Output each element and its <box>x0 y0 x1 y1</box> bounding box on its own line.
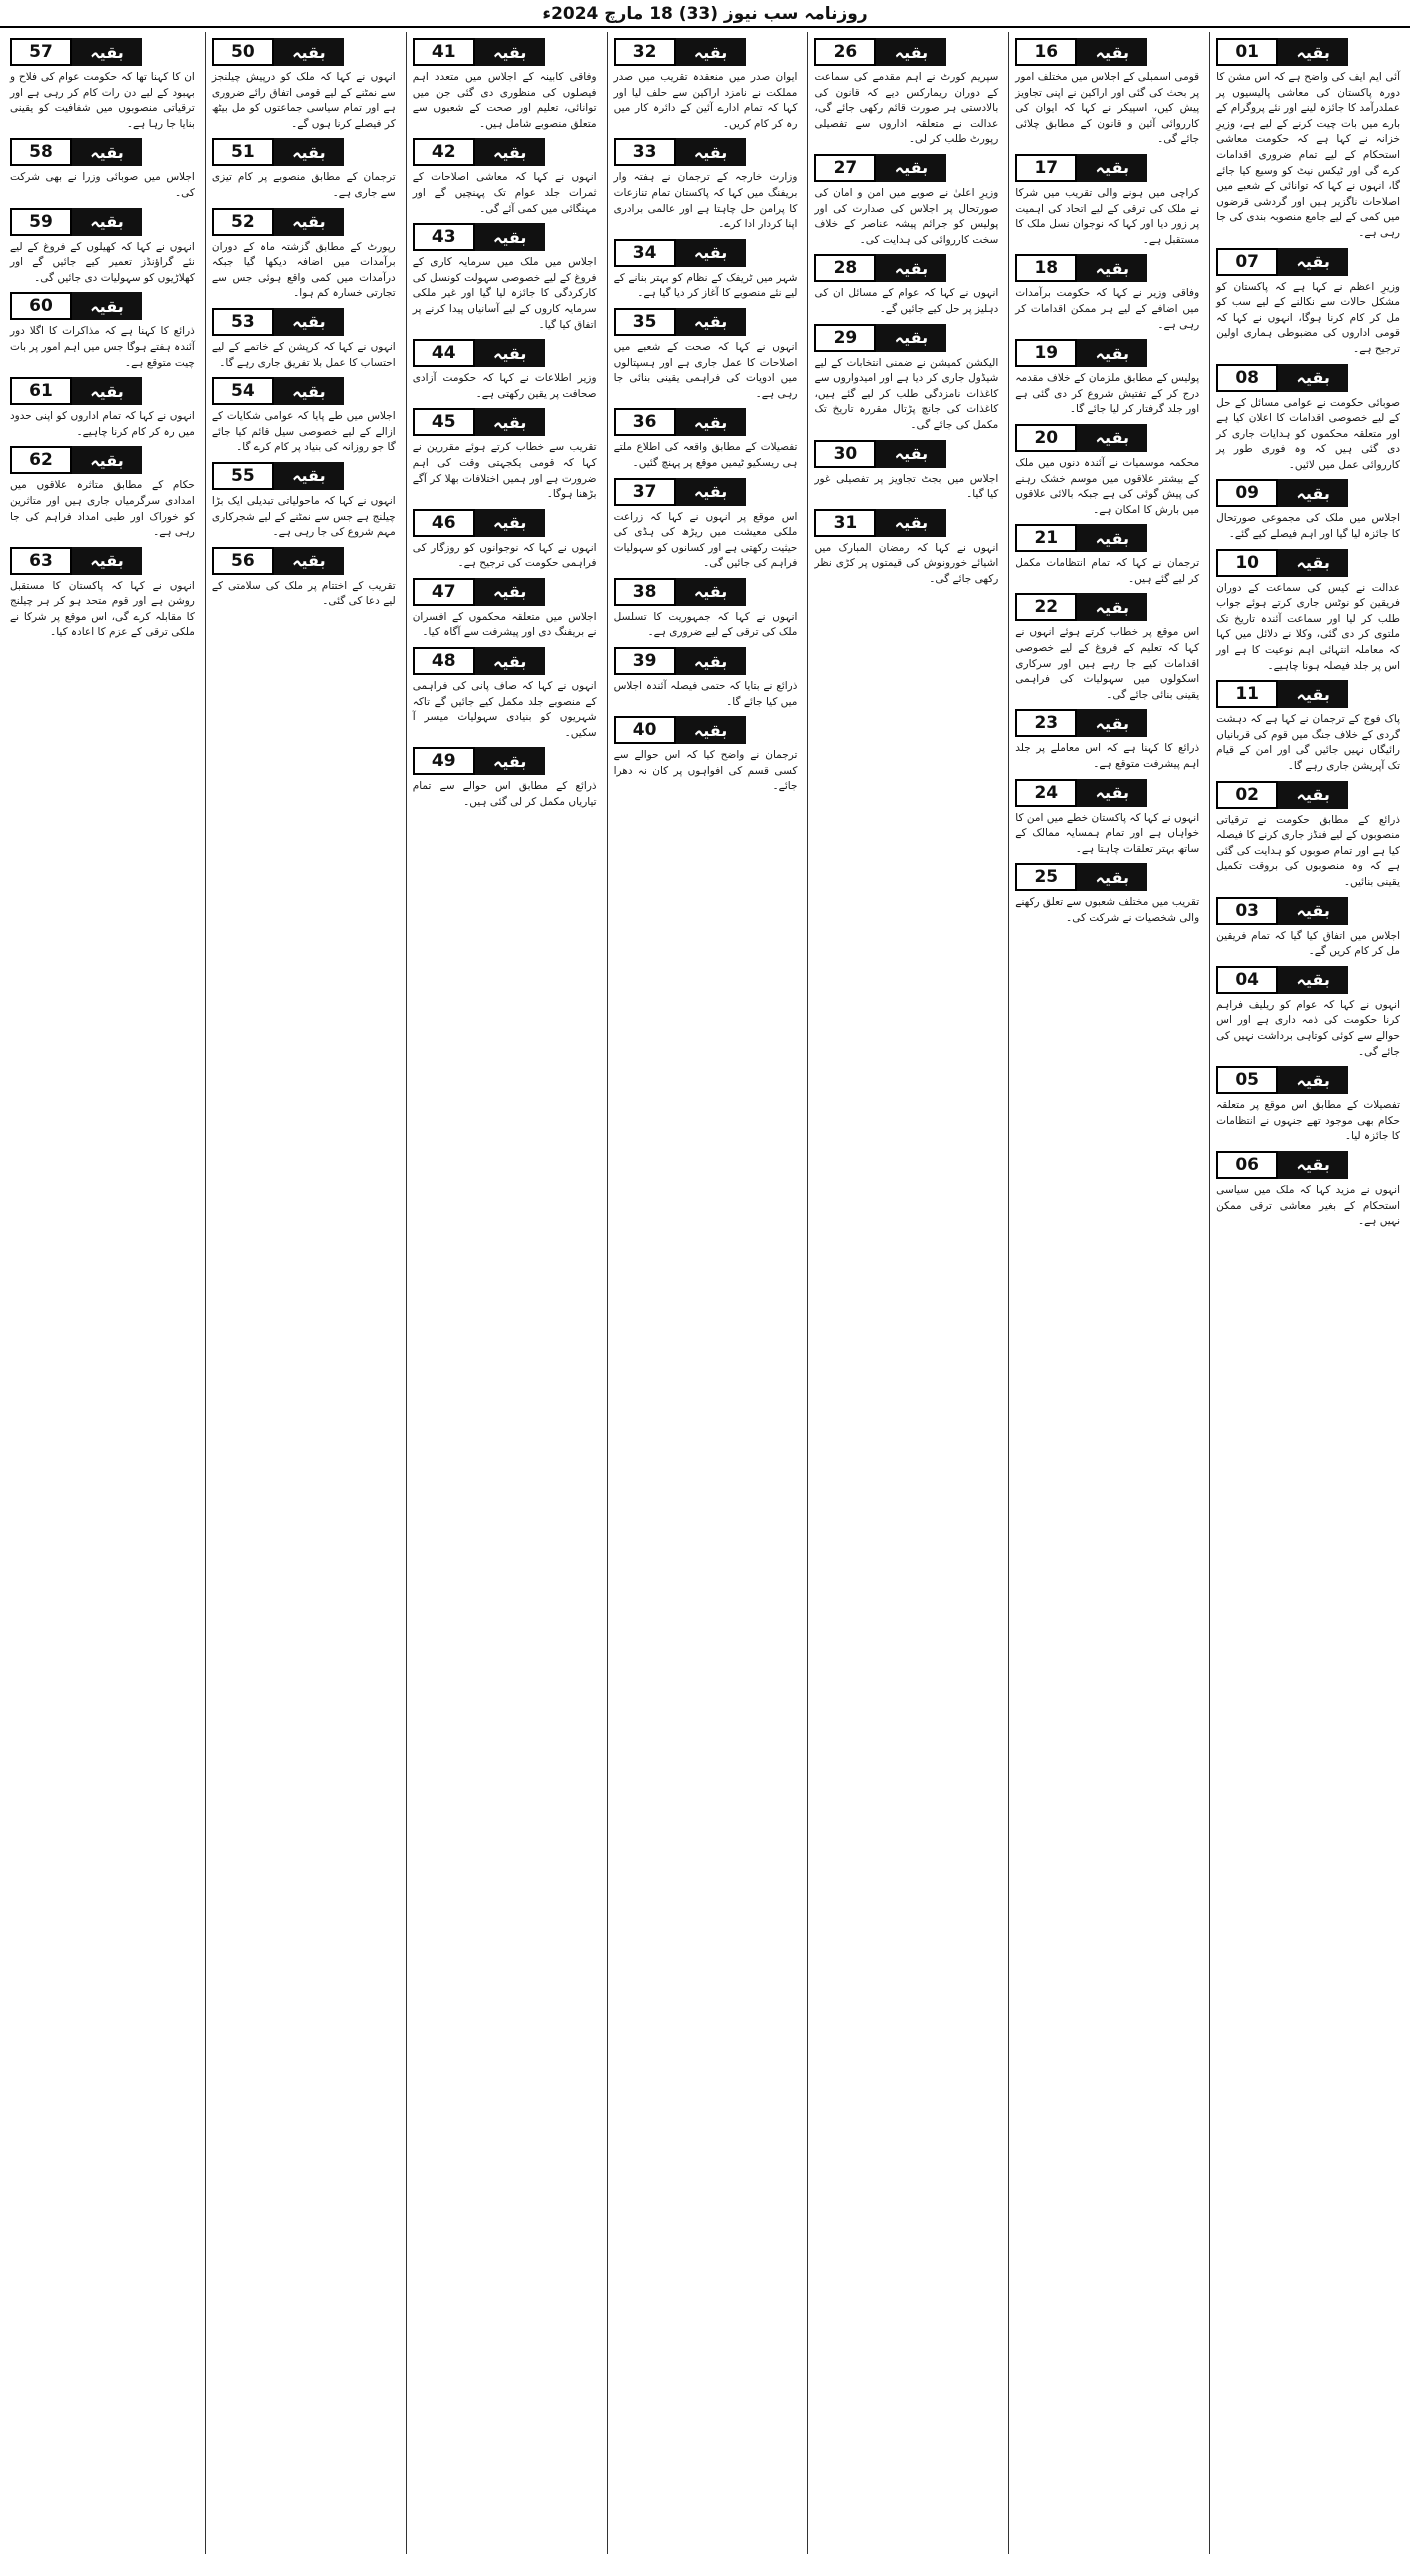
continuation-label: بقیہ <box>475 339 545 367</box>
continuation-number: 09 <box>1216 479 1278 507</box>
continuation-badge <box>614 578 798 606</box>
continuation-badge <box>1216 680 1400 708</box>
story-text: انہوں نے کہا کہ نوجوانوں کو روزگار کی فراہمی حکومت کی ترجیح ہے۔ <box>412 541 597 570</box>
continuation-label: بقیہ <box>1278 897 1348 925</box>
story-text: ذرائع کے مطابق حکومت نے ترقیاتی منصوبوں کے لیے فنڈز جاری کرنے کا فیصلہ کیا ہے اور تمام صوبوں کو ہدایت کی گئی ہے کہ وہ منصوبوں کی بروقت تکمیل یقینی بنائیں۔ <box>1216 813 1400 888</box>
continuation-badge <box>1216 549 1400 577</box>
continuation-label: بقیہ <box>676 239 746 267</box>
continuation-badge <box>10 208 195 236</box>
continuation-label: بقیہ <box>274 462 344 490</box>
story-text: کراچی میں ہونے والی تقریب میں شرکا نے ملک کی ترقی کے لیے اتحاد کی اہمیت پر زور دیا اور کہا کہ نوجوان نسل ملک کا مستقبل ہے۔ <box>1015 186 1200 246</box>
continuation-badge <box>10 547 195 575</box>
column <box>1209 32 1406 2554</box>
story-text: اس موقع پر خطاب کرتے ہوئے انہوں نے کہا کہ تعلیم کے فروغ کے لیے خصوصی اقدامات کیے جا رہے ہیں اور سرکاری اسکولوں میں سہولیات کی فراہمی یقینی بنائی جائے گی۔ <box>1015 626 1200 701</box>
story-text: وزیرِ اعلیٰ نے صوبے میں امن و امان کی صورتحال پر اجلاس کی صدارت کی اور پولیس کو جرائم پیشہ عناصر کے خلاف سخت کارروائی کی ہدایت کی۔ <box>814 186 999 246</box>
continuation-badge <box>10 38 195 66</box>
column <box>807 32 1004 2554</box>
continuation-number: 08 <box>1216 364 1278 392</box>
continuation-badge <box>10 377 195 405</box>
continuation-number: 33 <box>614 138 676 166</box>
column <box>1008 32 1205 2554</box>
continuation-number: 54 <box>212 377 274 405</box>
continuation-badge <box>614 716 798 744</box>
continuation-label: بقیہ <box>475 38 545 66</box>
continuation-number: 03 <box>1216 897 1278 925</box>
continuation-number: 36 <box>614 408 676 436</box>
continuation-number: 31 <box>814 509 876 537</box>
continuation-label: بقیہ <box>1077 863 1147 891</box>
continuation-number: 56 <box>212 547 274 575</box>
continuation-badge <box>814 509 998 537</box>
story-text: انہوں نے کہا کہ صحت کے شعبے میں اصلاحات کا عمل جاری ہے اور ہسپتالوں میں ادویات کی فراہمی یقینی بنائی جا رہی ہے۔ <box>613 340 798 400</box>
continuation-badge <box>1015 339 1199 367</box>
continuation-label: بقیہ <box>676 408 746 436</box>
continuation-label: بقیہ <box>676 578 746 606</box>
story-text: وزارت خارجہ کے ترجمان نے ہفتہ وار بریفنگ میں کہا کہ پاکستان تمام تنازعات کا پرامن حل چاہتا ہے اور عالمی برادری اپنا کردار ادا کرے۔ <box>613 171 798 231</box>
continuation-number: 58 <box>10 138 72 166</box>
story-text: وزیر اطلاعات نے کہا کہ حکومت آزادی صحافت پر یقین رکھتی ہے۔ <box>412 372 597 400</box>
continuation-number: 01 <box>1216 38 1278 66</box>
continuation-number: 44 <box>413 339 475 367</box>
continuation-badge <box>212 38 396 66</box>
continuation-label: بقیہ <box>72 547 142 575</box>
continuation-number: 34 <box>614 239 676 267</box>
continuation-label: بقیہ <box>876 38 946 66</box>
continuation-badge <box>1015 593 1199 621</box>
continuation-badge <box>1015 424 1199 452</box>
continuation-label: بقیہ <box>475 138 545 166</box>
continuation-number: 04 <box>1216 966 1278 994</box>
continuation-badge <box>1216 1151 1400 1179</box>
continuation-badge <box>1216 479 1400 507</box>
continuation-number: 10 <box>1216 549 1278 577</box>
continuation-label: بقیہ <box>1278 479 1348 507</box>
continuation-label: بقیہ <box>876 324 946 352</box>
continuation-badge <box>1216 364 1400 392</box>
continuation-number: 55 <box>212 462 274 490</box>
story-text: انہوں نے کہا کہ ماحولیاتی تبدیلی ایک بڑا چیلنج ہے جس سے نمٹنے کے لیے شجرکاری مہم شروع کی جا رہی ہے۔ <box>211 494 396 539</box>
continuation-badge <box>814 440 998 468</box>
continuation-number: 29 <box>814 324 876 352</box>
continuation-badge <box>1015 524 1199 552</box>
continuation-number: 18 <box>1015 254 1077 282</box>
continuation-badge <box>614 408 798 436</box>
story-text: اجلاس میں اتفاق کیا گیا کہ تمام فریقین مل کر کام کریں گے۔ <box>1216 929 1400 958</box>
story-text: سپریم کورٹ نے اہم مقدمے کی سماعت کے دوران ریمارکس دیے کہ قانون کی بالادستی ہر صورت قائم رکھی جائے گی، عدالت نے متعلقہ اداروں سے تفصیلی رپورٹ طلب کر لی۔ <box>814 71 999 146</box>
continuation-number: 35 <box>614 308 676 336</box>
continuation-number: 38 <box>614 578 676 606</box>
continuation-badge <box>814 154 998 182</box>
continuation-badge <box>413 38 597 66</box>
continuation-number: 05 <box>1216 1066 1278 1094</box>
continuation-badge <box>1015 38 1199 66</box>
story-text: وفاقی کابینہ کے اجلاس میں متعدد اہم فیصلوں کی منظوری دی گئی جن میں توانائی، تعلیم اور صحت کے شعبوں سے متعلق منصوبے شامل ہیں۔ <box>412 71 597 130</box>
continuation-number: 30 <box>814 440 876 468</box>
story-text: انہوں نے کہا کہ عوام کے مسائل ان کی دہلیز پر حل کیے جائیں گے۔ <box>814 287 999 315</box>
continuation-label: بقیہ <box>676 478 746 506</box>
continuation-number: 59 <box>10 208 72 236</box>
continuation-number: 17 <box>1015 154 1077 182</box>
continuation-badge <box>614 308 798 336</box>
story-text: ترجمان نے واضح کیا کہ اس حوالے سے کسی قسم کی افواہوں پر کان نہ دھرا جائے۔ <box>613 749 798 793</box>
story-text: ذرائع کا کہنا ہے کہ اس معاملے پر جلد اہم پیشرفت متوقع ہے۔ <box>1015 742 1200 771</box>
story-text: رپورٹ کے مطابق گزشتہ ماہ کے دوران برآمدات میں اضافہ دیکھا گیا جبکہ درآمدات میں کمی واقع ہوئی جس سے تجارتی خسارہ کم ہوا۔ <box>211 240 396 300</box>
continuation-label: بقیہ <box>72 446 142 474</box>
continuation-badge <box>413 747 597 775</box>
continuation-label: بقیہ <box>876 254 946 282</box>
continuation-number: 02 <box>1216 781 1278 809</box>
continuation-number: 49 <box>413 747 475 775</box>
continuation-number: 40 <box>614 716 676 744</box>
continuation-badge <box>814 254 998 282</box>
continuation-badge <box>614 647 798 675</box>
story-text: وفاقی وزیر نے کہا کہ حکومت برآمدات میں اضافے کے لیے ہر ممکن اقدامات کر رہی ہے۔ <box>1015 287 1200 331</box>
continuation-label: بقیہ <box>676 38 746 66</box>
continuation-number: 46 <box>413 509 475 537</box>
masthead <box>0 0 1410 28</box>
continuation-label: بقیہ <box>876 440 946 468</box>
continuation-number: 16 <box>1015 38 1077 66</box>
continuation-label: بقیہ <box>876 154 946 182</box>
continuation-number: 23 <box>1015 709 1077 737</box>
continuation-label: بقیہ <box>1077 154 1147 182</box>
continuation-badge <box>413 138 597 166</box>
continuation-number: 63 <box>10 547 72 575</box>
story-text: صوبائی حکومت نے عوامی مسائل کے حل کے لیے خصوصی اقدامات کا اعلان کیا ہے اور متعلقہ محکموں کو ہدایات جاری کر دی گئی ہیں کہ وہ فوری طور پر کارروائی عمل میں لائیں۔ <box>1216 396 1400 471</box>
continuation-label: بقیہ <box>72 292 142 320</box>
continuation-label: بقیہ <box>1278 549 1348 577</box>
continuation-label: بقیہ <box>1077 709 1147 737</box>
column <box>205 32 402 2554</box>
continuation-badge <box>413 647 597 675</box>
continuation-badge <box>212 547 396 575</box>
continuation-badge <box>1216 897 1400 925</box>
continuation-badge <box>10 138 195 166</box>
continuation-badge <box>1015 863 1199 891</box>
story-text: اس موقع پر انہوں نے کہا کہ زراعت ملکی معیشت میں ریڑھ کی ہڈی کی حیثیت رکھتی ہے اور کسانوں کو سہولیات فراہم کی جائیں گی۔ <box>613 510 798 570</box>
continuation-number: 37 <box>614 478 676 506</box>
continuation-number: 21 <box>1015 524 1077 552</box>
story-text: تفصیلات کے مطابق اس موقع پر متعلقہ حکام بھی موجود تھے جنہوں نے انتظامات کا جائزہ لیا۔ <box>1216 1099 1400 1143</box>
story-text: محکمہ موسمیات نے آئندہ دنوں میں ملک کے بیشتر علاقوں میں موسم خشک رہنے کی پیش گوئی کی ہے جبکہ بالائی علاقوں میں بارش کا امکان ہے۔ <box>1015 456 1200 516</box>
continuation-label: بقیہ <box>1278 38 1348 66</box>
story-text: اجلاس میں صوبائی وزرا نے بھی شرکت کی۔ <box>10 171 195 199</box>
continuation-label: بقیہ <box>1077 779 1147 807</box>
story-text: ایوان صدر میں منعقدہ تقریب میں صدر مملکت نے نامزد اراکین سے حلف لیا اور کہا کہ تمام ادارے آئین کے دائرہ کار میں رہ کر کام کریں۔ <box>613 71 798 130</box>
story-text: ذرائع نے بتایا کہ حتمی فیصلہ آئندہ اجلاس میں کیا جائے گا۔ <box>613 680 798 708</box>
continuation-label: بقیہ <box>1278 1151 1348 1179</box>
continuation-label: بقیہ <box>876 509 946 537</box>
continuation-number: 06 <box>1216 1151 1278 1179</box>
story-text: انہوں نے مزید کہا کہ ملک میں سیاسی استحکام کے بغیر معاشی ترقی ممکن نہیں ہے۔ <box>1216 1183 1400 1228</box>
continuation-number: 60 <box>10 292 72 320</box>
continuation-number: 11 <box>1216 680 1278 708</box>
continuation-badge <box>413 223 597 251</box>
continuation-badge <box>10 446 195 474</box>
continuation-label: بقیہ <box>1278 680 1348 708</box>
continuation-number: 62 <box>10 446 72 474</box>
story-text: ترجمان نے کہا کہ تمام انتظامات مکمل کر لیے گئے ہیں۔ <box>1015 557 1200 585</box>
continuation-badge <box>212 377 396 405</box>
story-text: اجلاس میں متعلقہ محکموں کے افسران نے بریفنگ دی اور پیشرفت سے آگاہ کیا۔ <box>412 610 597 639</box>
column <box>4 32 201 2554</box>
continuation-label: بقیہ <box>676 308 746 336</box>
continuation-badge <box>413 509 597 537</box>
story-text: پاک فوج کے ترجمان نے کہا ہے کہ دہشت گردی کے خلاف جنگ میں قوم کی قربانیاں رائیگاں نہیں جائیں گی اور امن کے قیام تک آپریشن جاری رہے گا۔ <box>1216 713 1400 772</box>
continuation-number: 39 <box>614 647 676 675</box>
continuation-number: 50 <box>212 38 274 66</box>
story-text: شہر میں ٹریفک کے نظام کو بہتر بنانے کے لیے نئے منصوبے کا آغاز کر دیا گیا ہے۔ <box>613 271 798 300</box>
story-text: الیکشن کمیشن نے ضمنی انتخابات کے لیے شیڈول جاری کر دیا ہے اور امیدواروں سے کاغذات نامزدگی طلب کر لیے گئے ہیں، کاغذات کی جانچ پڑتال مقررہ تاریخ تک مکمل کی جائے گی۔ <box>814 356 999 431</box>
column <box>607 32 804 2554</box>
continuation-label: بقیہ <box>1077 339 1147 367</box>
continuation-label: بقیہ <box>475 578 545 606</box>
continuation-number: 42 <box>413 138 475 166</box>
continuation-number: 32 <box>614 38 676 66</box>
continuation-badge <box>1216 781 1400 809</box>
story-text: انہوں نے کہا کہ صاف پانی کی فراہمی کے منصوبے جلد مکمل کیے جائیں گے تاکہ شہریوں کو بنیادی سہولیات میسر آ سکیں۔ <box>412 680 597 739</box>
continuation-badge <box>413 578 597 606</box>
story-text: ان کا کہنا تھا کہ حکومت عوام کی فلاح و بہبود کے لیے دن رات کام کر رہی ہے اور ترقیاتی منصوبوں میں شفافیت کو یقینی بنایا جا رہا ہے۔ <box>10 71 195 130</box>
continuation-badge <box>1015 154 1199 182</box>
continuation-label: بقیہ <box>1077 424 1147 452</box>
story-text: اجلاس میں ملک میں سرمایہ کاری کے فروغ کے لیے خصوصی سہولت کونسل کی کارکردگی کا جائزہ لیا گیا اور غیر ملکی سرمایہ کاروں کے لیے آسانیاں پیدا کرنے پر اتفاق کیا گیا۔ <box>412 256 597 331</box>
story-text: پولیس کے مطابق ملزمان کے خلاف مقدمہ درج کر کے تفتیش شروع کر دی گئی ہے اور جلد گرفتار کر لیا جائے گا۔ <box>1015 372 1200 416</box>
continuation-number: 07 <box>1216 248 1278 276</box>
story-text: انہوں نے کہا کہ تمام اداروں کو اپنی حدود میں رہ کر کام کرنا چاہیے۔ <box>10 410 195 438</box>
continuation-number: 43 <box>413 223 475 251</box>
story-text: انہوں نے کہا کہ عوام کو ریلیف فراہم کرنا حکومت کی ذمہ داری ہے اور اس حوالے سے کوئی کوتاہی برداشت نہیں کی جائے گی۔ <box>1216 998 1400 1058</box>
continuation-label: بقیہ <box>1278 248 1348 276</box>
story-text: حکام کے مطابق متاثرہ علاقوں میں امدادی سرگرمیاں جاری ہیں اور متاثرین کو خوراک اور طبی امداد فراہم کی جا رہی ہے۔ <box>10 479 195 539</box>
continuation-badge <box>614 38 798 66</box>
continuation-badge <box>10 292 195 320</box>
story-text: انہوں نے کہا کہ پاکستان کا مستقبل روشن ہے اور قوم متحد ہو کر ہر چیلنج کا مقابلہ کرے گی، اس موقع پر شرکا نے ملکی ترقی کے عزم کا اعادہ کیا۔ <box>10 579 195 639</box>
continuation-number: 27 <box>814 154 876 182</box>
continuation-label: بقیہ <box>676 716 746 744</box>
continuation-label: بقیہ <box>1278 781 1348 809</box>
story-text: اجلاس میں ملک کی مجموعی صورتحال کا جائزہ لیا گیا اور اہم فیصلے کیے گئے۔ <box>1216 512 1400 541</box>
story-text: تفصیلات کے مطابق واقعہ کی اطلاع ملتے ہی ریسکیو ٹیمیں موقع پر پہنچ گئیں۔ <box>613 441 798 469</box>
continuation-number: 22 <box>1015 593 1077 621</box>
continuation-number: 57 <box>10 38 72 66</box>
continuation-label: بقیہ <box>1077 593 1147 621</box>
continuation-badge <box>814 324 998 352</box>
continuation-label: بقیہ <box>1278 1066 1348 1094</box>
story-text: ذرائع کا کہنا ہے کہ مذاکرات کا اگلا دور آئندہ ہفتے ہوگا جس میں اہم امور پر بات چیت متوقع ہے۔ <box>10 325 195 369</box>
continuation-badge <box>1216 1066 1400 1094</box>
continuation-badge <box>814 38 998 66</box>
continuation-label: بقیہ <box>1077 38 1147 66</box>
column <box>406 32 603 2554</box>
continuation-label: بقیہ <box>274 138 344 166</box>
continuation-badge <box>614 478 798 506</box>
continuation-badge <box>212 208 396 236</box>
continuation-label: بقیہ <box>676 138 746 166</box>
continuation-label: بقیہ <box>1077 524 1147 552</box>
continuation-number: 51 <box>212 138 274 166</box>
continuation-label: بقیہ <box>1077 254 1147 282</box>
continuation-badge <box>1015 779 1199 807</box>
continuation-badge <box>1015 254 1199 282</box>
continuation-label: بقیہ <box>475 747 545 775</box>
continuation-label: بقیہ <box>475 408 545 436</box>
continuation-badge <box>614 239 798 267</box>
continuation-label: بقیہ <box>274 38 344 66</box>
continuation-badge <box>212 308 396 336</box>
continuation-label: بقیہ <box>274 308 344 336</box>
story-text: قومی اسمبلی کے اجلاس میں مختلف امور پر بحث کی گئی اور اراکین نے اپنی تجاویز پیش کیں، اسپیکر نے کہا کہ ایوان کی کارروائی آئین و قانون کے مطابق چلائی جائے گی۔ <box>1015 71 1200 146</box>
story-text: انہوں نے کہا کہ معاشی اصلاحات کے ثمرات جلد عوام تک پہنچیں گے اور مہنگائی میں کمی آئے گی۔ <box>412 171 597 215</box>
story-text: عدالت نے کیس کی سماعت کے دوران فریقین کو نوٹس جاری کرتے ہوئے جواب طلب کر لیا اور سماعت آئندہ تاریخ تک ملتوی کر دی گئی، وکلا نے دلائل میں کہا کہ معاملہ انتہائی اہم نوعیت کا ہے اور اس پر جلد فیصلہ ہونا چاہیے۔ <box>1216 581 1400 672</box>
story-text: انہوں نے کہا کہ جمہوریت کا تسلسل ملک کی ترقی کے لیے ضروری ہے۔ <box>613 610 798 639</box>
continuation-label: بقیہ <box>72 138 142 166</box>
story-text: اجلاس میں طے پایا کہ عوامی شکایات کے ازالے کے لیے خصوصی سیل قائم کیا جائے گا جو روزانہ کی بنیاد پر کام کرے گا۔ <box>211 410 396 454</box>
continuation-number: 28 <box>814 254 876 282</box>
continuation-label: بقیہ <box>274 208 344 236</box>
continuation-label: بقیہ <box>475 509 545 537</box>
continuation-badge <box>212 138 396 166</box>
story-text: انہوں نے کہا کہ رمضان المبارک میں اشیائے خورونوش کی قیمتوں پر کڑی نظر رکھی جائے گی۔ <box>814 541 999 585</box>
story-text: وزیرِ اعظم نے کہا ہے کہ پاکستان کو مشکل حالات سے نکالنے کے لیے سب کو مل کر کام کرنا ہوگا، انہوں نے کہا کہ قومی اداروں کی مضبوطی ہماری اولین ترجیح ہے۔ <box>1216 280 1400 355</box>
continuation-label: بقیہ <box>72 377 142 405</box>
story-text: انہوں نے کہا کہ کرپشن کے خاتمے کے لیے احتساب کا عمل بلا تفریق جاری رہے گا۔ <box>211 340 396 369</box>
continuation-number: 41 <box>413 38 475 66</box>
continuation-badge <box>1216 38 1400 66</box>
continuation-number: 61 <box>10 377 72 405</box>
continuation-number: 52 <box>212 208 274 236</box>
continuation-label: بقیہ <box>72 38 142 66</box>
continuation-badge <box>413 408 597 436</box>
continuation-badge <box>1015 709 1199 737</box>
continuation-number: 20 <box>1015 424 1077 452</box>
story-text: تقریب کے اختتام پر ملک کی سلامتی کے لیے دعا کی گئی۔ <box>211 579 396 608</box>
continuation-number: 48 <box>413 647 475 675</box>
continuation-badge <box>1216 248 1400 276</box>
continuation-number: 45 <box>413 408 475 436</box>
continuation-number: 24 <box>1015 779 1077 807</box>
continuation-badge <box>1216 966 1400 994</box>
continuation-label: بقیہ <box>676 647 746 675</box>
continuation-number: 47 <box>413 578 475 606</box>
story-text: تقریب میں مختلف شعبوں سے تعلق رکھنے والی شخصیات نے شرکت کی۔ <box>1015 896 1200 924</box>
story-text: آئی ایم ایف کی واضح ہے کہ اس مشن کا دورہ پاکستان کی معاشی پالیسیوں پر عملدرآمد کا جائزہ لینے اور نئے پروگرام کے بارے میں بات چیت کرنے کے لیے ہے، وزیرِ خزانہ نے کہا ہے کہ حکومت معاشی استحکام کے لیے تمام ضروری اقدامات کرے گی اور ٹیکس نیٹ کو وسیع کیا جائے گا، انہوں نے کہا کہ توانائی کے شعبے میں اصلاحات ناگزیر ہیں اور گردشی قرضوں میں کمی کے لیے جامع منصوبہ بندی کی جا رہی ہے۔ <box>1216 71 1400 239</box>
story-text: تقریب سے خطاب کرتے ہوئے مقررین نے کہا کہ قومی یکجہتی وقت کی اہم ضرورت ہے اور ہمیں اختلافات بھلا کر آگے بڑھنا ہوگا۔ <box>412 441 597 501</box>
story-text: ترجمان کے مطابق منصوبے پر کام تیزی سے جاری ہے۔ <box>211 171 396 199</box>
continuation-number: 26 <box>814 38 876 66</box>
page-title: روزنامہ سب نیوز (33) 18 مارچ 2024ء <box>542 3 868 24</box>
newspaper-page <box>4 32 1406 2554</box>
continuation-label: بقیہ <box>475 647 545 675</box>
continuation-badge <box>212 462 396 490</box>
story-text: اجلاس میں بجٹ تجاویز پر تفصیلی غور کیا گیا۔ <box>814 472 999 501</box>
continuation-label: بقیہ <box>274 377 344 405</box>
continuation-number: 53 <box>212 308 274 336</box>
continuation-label: بقیہ <box>475 223 545 251</box>
continuation-label: بقیہ <box>1278 966 1348 994</box>
story-text: ذرائع کے مطابق اس حوالے سے تمام تیاریاں مکمل کر لی گئی ہیں۔ <box>412 780 597 809</box>
story-text: انہوں نے کہا کہ کھیلوں کے فروغ کے لیے نئے گراؤنڈز تعمیر کیے جائیں گے اور کھلاڑیوں کو سہولیات دی جائیں گی۔ <box>10 240 195 284</box>
continuation-badge <box>413 339 597 367</box>
story-text: انہوں نے کہا کہ پاکستان خطے میں امن کا خواہاں ہے اور تمام ہمسایہ ممالک کے ساتھ بہتر تعلقات چاہتا ہے۔ <box>1015 811 1200 855</box>
continuation-label: بقیہ <box>274 547 344 575</box>
continuation-label: بقیہ <box>72 208 142 236</box>
continuation-number: 19 <box>1015 339 1077 367</box>
continuation-label: بقیہ <box>1278 364 1348 392</box>
story-text: انہوں نے کہا کہ ملک کو درپیش چیلنجز سے نمٹنے کے لیے قومی اتفاق رائے ضروری ہے اور تمام سیاسی جماعتوں کو مل بیٹھ کر فیصلے کرنا ہوں گے۔ <box>211 71 396 130</box>
continuation-badge <box>614 138 798 166</box>
continuation-number: 25 <box>1015 863 1077 891</box>
